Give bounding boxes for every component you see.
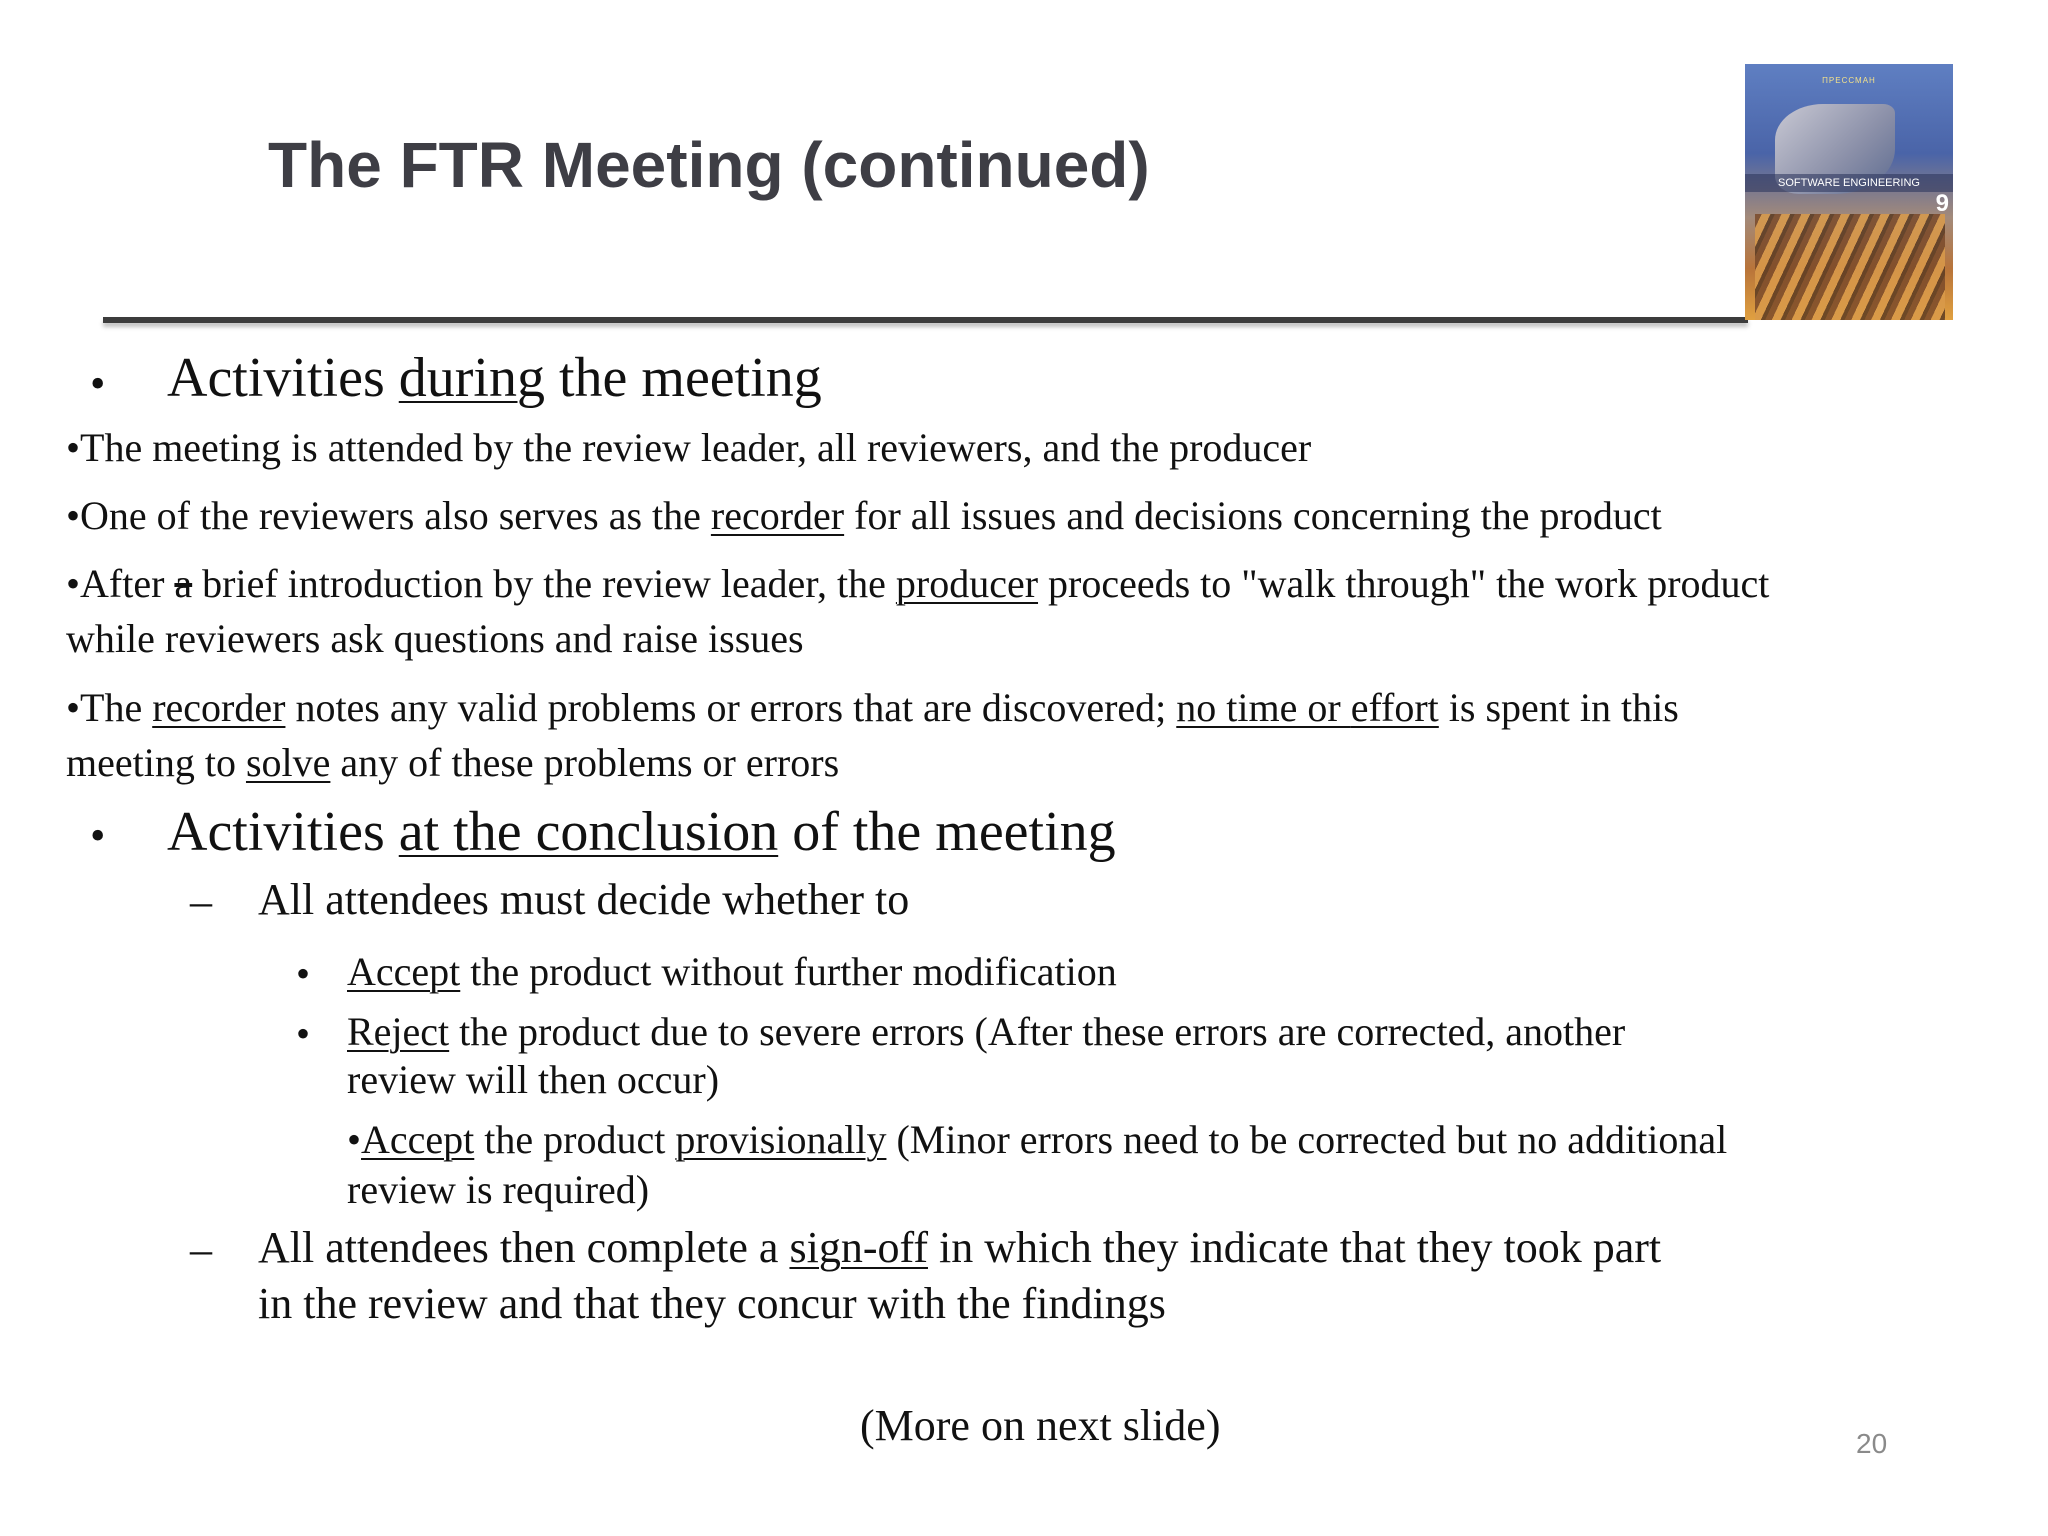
heading-conclusion xyxy=(167,800,1116,864)
decide-line: All attendees must decide whether to xyxy=(258,875,910,924)
bullet-during: • xyxy=(90,359,106,408)
option-accept xyxy=(347,948,1117,995)
during-item-4-no-time: no time or xyxy=(1176,685,1351,730)
option-reject-cont: review will then occur) xyxy=(347,1057,720,1102)
option-accept-text: the product without further modification xyxy=(460,949,1117,994)
during-item-4-cont xyxy=(66,739,839,786)
option-reject-keyword: Reject xyxy=(347,1009,450,1054)
signoff-line xyxy=(258,1222,1661,1273)
during-item-3 xyxy=(66,560,1769,607)
during-item-4-cont-b: any of these problems or errors xyxy=(330,740,840,785)
heading-during-underlined: during xyxy=(398,347,545,409)
page-number: 20 xyxy=(1856,1428,1888,1459)
dash-decide: – xyxy=(190,877,212,926)
during-item-4-a: •The xyxy=(66,685,153,730)
option-provisional-word: provisionally xyxy=(675,1117,887,1162)
cover-title-band: SOFTWARE ENGINEERING xyxy=(1745,174,1953,192)
slide-title: The FTR Meeting (continued) xyxy=(268,129,1150,201)
option-provisional-cont: review is required) xyxy=(347,1167,650,1212)
during-item-3-cont: while reviewers ask questions and raise issues xyxy=(66,616,804,661)
during-item-2-recorder: recorder xyxy=(710,493,845,538)
dash-signoff: – xyxy=(190,1225,212,1274)
cover-edition: 9 xyxy=(1935,190,1949,217)
signoff-keyword: sign-off xyxy=(789,1223,928,1272)
book-cover-image xyxy=(1745,64,1953,320)
during-item-2-a: •One of the reviewers also serves as the xyxy=(66,493,711,538)
cover-structure-shape xyxy=(1755,214,1945,320)
heading-conclusion-underlined: at the conclusion xyxy=(398,801,779,863)
during-item-2 xyxy=(66,492,1662,539)
during-item-3-b: proceeds to "walk through" the work product xyxy=(1038,561,1770,606)
option-reject xyxy=(347,1008,1625,1055)
heading-during-post: the meeting xyxy=(544,347,822,409)
during-item-3-a2: brief introduction by the review leader, the xyxy=(192,561,896,606)
option-reject-text: the product due to severe errors (After these errors are corrected, another xyxy=(449,1009,1626,1054)
title-divider xyxy=(103,317,1748,323)
during-item-1: •The meeting is attended by the review leader, all reviewers, and the producer xyxy=(66,425,1312,470)
signoff-post: in which they indicate that they took part xyxy=(927,1223,1662,1272)
signoff-cont: in the review and that they concur with the findings xyxy=(258,1279,1166,1328)
cover-brand: ПРЕССМАН xyxy=(1822,76,1876,85)
option-provisional-keyword: Accept xyxy=(361,1117,475,1162)
during-item-4 xyxy=(66,684,1679,731)
option-provisional-mid: the product xyxy=(474,1117,676,1162)
heading-during-pre: Activities xyxy=(167,347,399,409)
during-item-4-cont-a: meeting to xyxy=(66,740,246,785)
more-on-next-slide: (More on next slide) xyxy=(860,1401,1221,1450)
during-item-4-effort: effort xyxy=(1350,685,1439,730)
option-accept-keyword: Accept xyxy=(347,949,461,994)
during-item-4-d: is spent in this xyxy=(1438,685,1679,730)
during-item-3-producer: producer xyxy=(895,561,1039,606)
during-item-3-a1: •After xyxy=(66,561,175,606)
option-provisional-text: (Minor errors need to be corrected but no additional xyxy=(886,1117,1728,1162)
option-provisional-pre: • xyxy=(347,1117,362,1162)
heading-conclusion-pre: Activities xyxy=(167,801,399,863)
option-provisional xyxy=(347,1116,1727,1163)
during-item-4-solve: solve xyxy=(245,740,331,785)
during-item-4-recorder: recorder xyxy=(152,685,286,730)
during-item-3-strike: a xyxy=(174,561,193,606)
during-item-2-b: for all issues and decisions concerning the product xyxy=(844,493,1662,538)
bullet-option-reject: • xyxy=(296,1011,311,1056)
signoff-pre: All attendees then complete a xyxy=(258,1223,790,1272)
bullet-conclusion: • xyxy=(90,811,106,860)
during-item-4-b: notes any valid problems or errors that are discovered; xyxy=(285,685,1177,730)
heading-conclusion-post: of the meeting xyxy=(778,801,1116,863)
bullet-option-accept: • xyxy=(296,951,311,996)
heading-during xyxy=(167,346,822,410)
